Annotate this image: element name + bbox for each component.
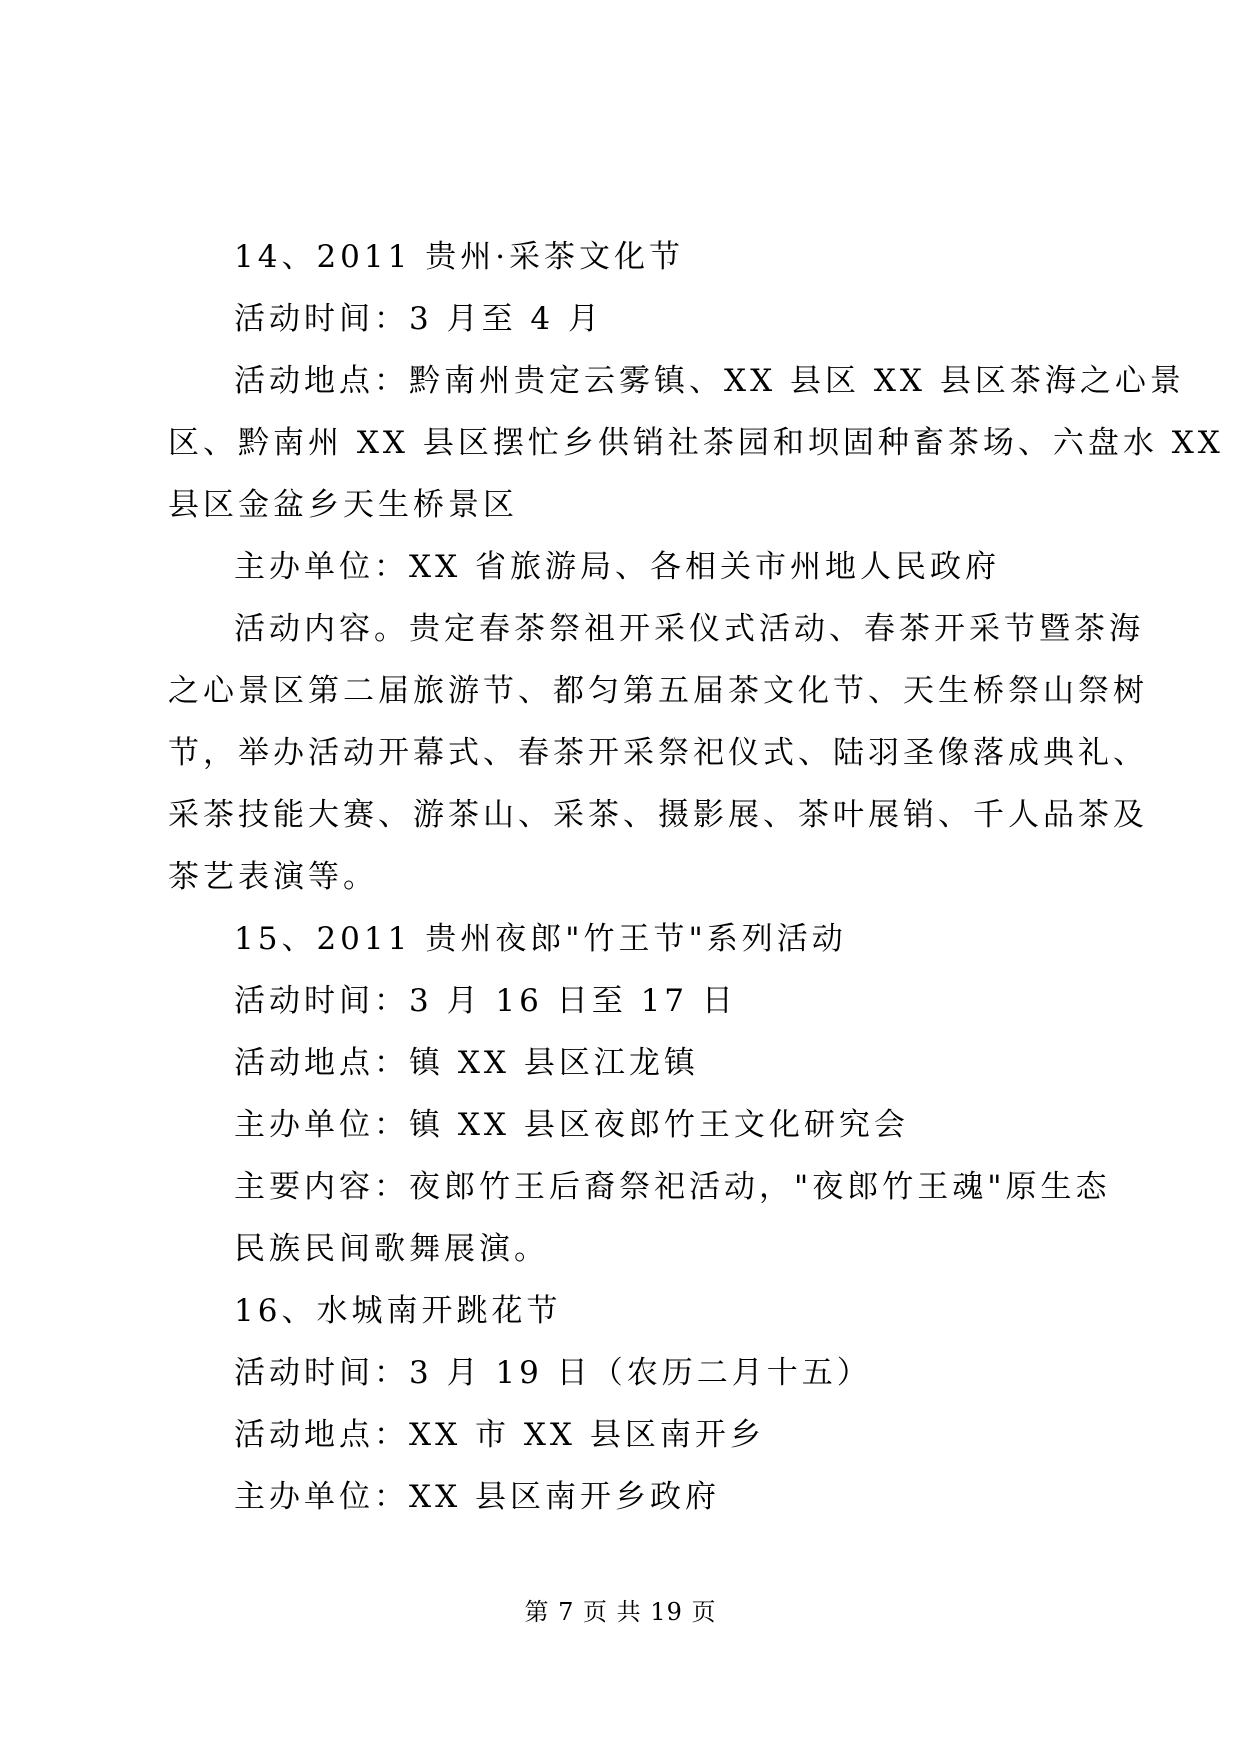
section-15-content: 主要内容：夜郎竹王后裔祭祀活动，"夜郎竹王魂"原生态: [234, 1169, 1111, 1205]
section-14-location-cont-2: 县区金盆乡天生桥景区: [168, 487, 518, 523]
section-14-location-cont-1: 区、黔南州 XX 县区摆忙乡供销社茶园和坝固种畜茶场、六盘水 XX: [168, 425, 1224, 461]
section-14-organizer: 主办单位：XX 省旅游局、各相关市州地人民政府: [234, 549, 1000, 585]
page-number-footer: 第 7 页 共 19 页: [524, 1598, 717, 1626]
section-14-time: 活动时间：3 月至 4 月: [234, 301, 604, 337]
section-14-content-cont-4: 茶艺表演等。: [168, 859, 378, 895]
section-16-title: 16、水城南开跳花节: [234, 1293, 562, 1329]
section-14-content-cont-1: 之心景区第二届旅游节、都匀第五届茶文化节、天生桥祭山祭树: [168, 673, 1148, 709]
section-15-time: 活动时间：3 月 16 日至 17 日: [234, 983, 737, 1019]
section-14-content-cont-2: 节，举办活动开幕式、春茶开采祭祀仪式、陆羽圣像落成典礼、: [168, 735, 1148, 771]
section-16-location: 活动地点：XX 市 XX 县区南开乡: [234, 1417, 765, 1453]
section-14-content-cont-3: 采茶技能大赛、游茶山、采茶、摄影展、茶叶展销、千人品茶及: [168, 797, 1148, 833]
section-16-organizer: 主办单位：XX 县区南开乡政府: [234, 1479, 720, 1515]
section-14-title: 14、2011 贵州·采茶文化节: [234, 239, 685, 275]
section-14-content: 活动内容。贵定春茶祭祖开采仪式活动、春茶开采节暨茶海: [234, 611, 1144, 647]
section-15-content-cont: 民族民间歌舞展演。: [234, 1231, 549, 1267]
document-body: [168, 226, 1224, 1528]
section-14-location: 活动地点：黔南州贵定云雾镇、XX 县区 XX 县区茶海之心景: [234, 363, 1185, 399]
section-15-location: 活动地点：镇 XX 县区江龙镇: [234, 1045, 699, 1081]
section-15-title: 15、2011 贵州夜郎"竹王节"系列活动: [234, 921, 847, 957]
section-16-time: 活动时间：3 月 19 日（农历二月十五）: [234, 1355, 872, 1391]
section-15-organizer: 主办单位：镇 XX 县区夜郎竹王文化研究会: [234, 1107, 909, 1143]
